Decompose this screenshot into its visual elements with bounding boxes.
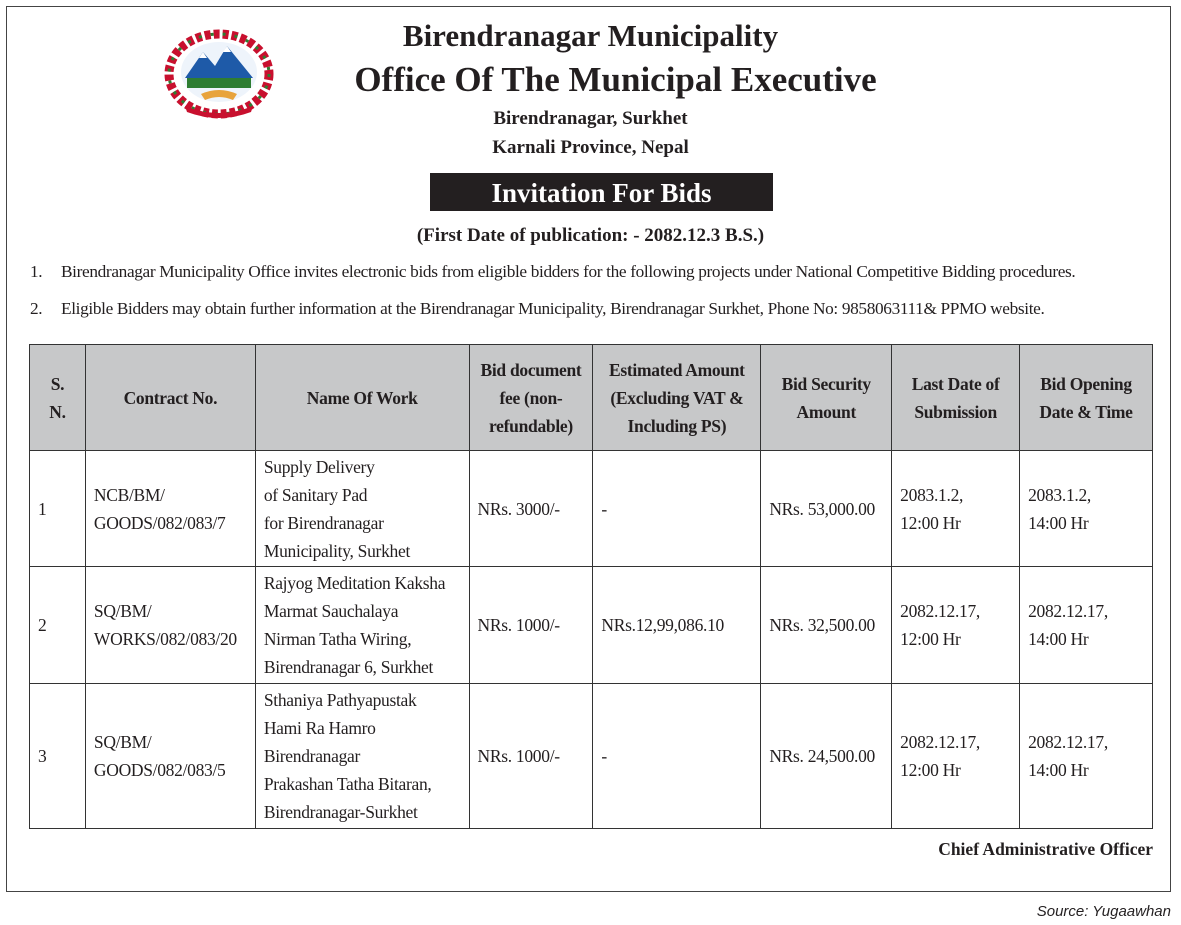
cell-name-of-work: Sthaniya Pathyapustak Hami Ra Hamro Birendranagar Prakashan Tatha Bitaran, Birendranagar-Surkhet xyxy=(255,684,469,829)
paragraph-number: 2. xyxy=(30,299,43,318)
table-row xyxy=(30,684,1153,829)
cell-name-of-work: Rajyog Meditation Kaksha Marmat Sauchalaya Nirman Tatha Wiring, Birendranagar 6, Surkhet xyxy=(255,567,469,684)
cell-contract-no: NCB/BM/ GOODS/082/083/7 xyxy=(85,451,255,567)
cell-bid-document-fee: NRs. 1000/- xyxy=(469,567,593,684)
address-line: Birendranagar, Surkhet xyxy=(493,108,688,129)
cell-bid-security: NRs. 24,500.00 xyxy=(761,684,892,829)
cell-contract-no: SQ/BM/ GOODS/082/083/5 xyxy=(85,684,255,829)
header-sn: S. N. xyxy=(30,345,86,451)
header-estimated-amount: Estimated Amount (Excluding VAT & Including PS) xyxy=(593,345,761,451)
cell-sn: 2 xyxy=(30,567,86,684)
cell-bid-document-fee: NRs. 3000/- xyxy=(469,451,593,567)
cell-sn: 3 xyxy=(30,684,86,829)
header-bid-opening: Bid Opening Date & Time xyxy=(1020,345,1153,451)
header-name-of-work: Name Of Work xyxy=(255,345,469,451)
cell-estimated-amount: NRs.12,99,086.10 xyxy=(593,567,761,684)
cell-estimated-amount: - xyxy=(593,684,761,829)
cell-bid-security: NRs. 32,500.00 xyxy=(761,567,892,684)
cell-bid-security: NRs. 53,000.00 xyxy=(761,451,892,567)
table-row xyxy=(30,567,1153,684)
cell-bid-document-fee: NRs. 1000/- xyxy=(469,684,593,829)
paragraph-1 xyxy=(30,262,1075,282)
cell-sn: 1 xyxy=(30,451,86,567)
header-bid-security: Bid Security Amount xyxy=(761,345,892,451)
cell-bid-opening: 2082.12.17, 14:00 Hr xyxy=(1020,684,1153,829)
publication-date: (First Date of publication: - 2082.12.3 B.S.) xyxy=(416,225,765,246)
cell-bid-opening: 2082.12.17, 14:00 Hr xyxy=(1020,567,1153,684)
cell-contract-no: SQ/BM/ WORKS/082/083/20 xyxy=(85,567,255,684)
cell-name-of-work: Supply Delivery of Sanitary Pad for Birendranagar Municipality, Surkhet xyxy=(255,451,469,567)
office-name: Office Of The Municipal Executive xyxy=(354,60,877,99)
signature: Chief Administrative Officer xyxy=(938,839,1153,859)
table-row xyxy=(30,451,1153,567)
paragraph-2 xyxy=(30,299,1044,319)
cell-estimated-amount: - xyxy=(593,451,761,567)
province-line: Karnali Province, Nepal xyxy=(492,137,689,158)
notice-title-banner: Invitation For Bids xyxy=(430,173,773,211)
cell-last-date: 2083.1.2, 12:00 Hr xyxy=(892,451,1020,567)
nepal-government-emblem-icon xyxy=(163,28,275,120)
municipality-name: Birendranagar Municipality xyxy=(402,18,779,53)
header-bid-document-fee: Bid document fee (non-refundable) xyxy=(469,345,593,451)
source-credit: Source: Yugaawhan xyxy=(1036,903,1171,920)
header-last-date: Last Date of Submission xyxy=(892,345,1020,451)
paragraph-number: 1. xyxy=(30,262,43,281)
cell-last-date: 2082.12.17, 12:00 Hr xyxy=(892,567,1020,684)
cell-last-date: 2082.12.17, 12:00 Hr xyxy=(892,684,1020,829)
paragraph-text: Birendranagar Municipality Office invites electronic bids from eligible bidders for the following projects under National Competitive Bidding procedures. xyxy=(61,262,1076,281)
paragraph-text: Eligible Bidders may obtain further information at the Birendranagar Municipality, Birendranagar Surkhet, Phone No: 9858063111& PPMO website. xyxy=(61,299,1045,318)
header-contract-no: Contract No. xyxy=(85,345,255,451)
cell-bid-opening: 2083.1.2, 14:00 Hr xyxy=(1020,451,1153,567)
table-header-row xyxy=(30,345,1153,451)
bids-table xyxy=(29,344,1153,829)
